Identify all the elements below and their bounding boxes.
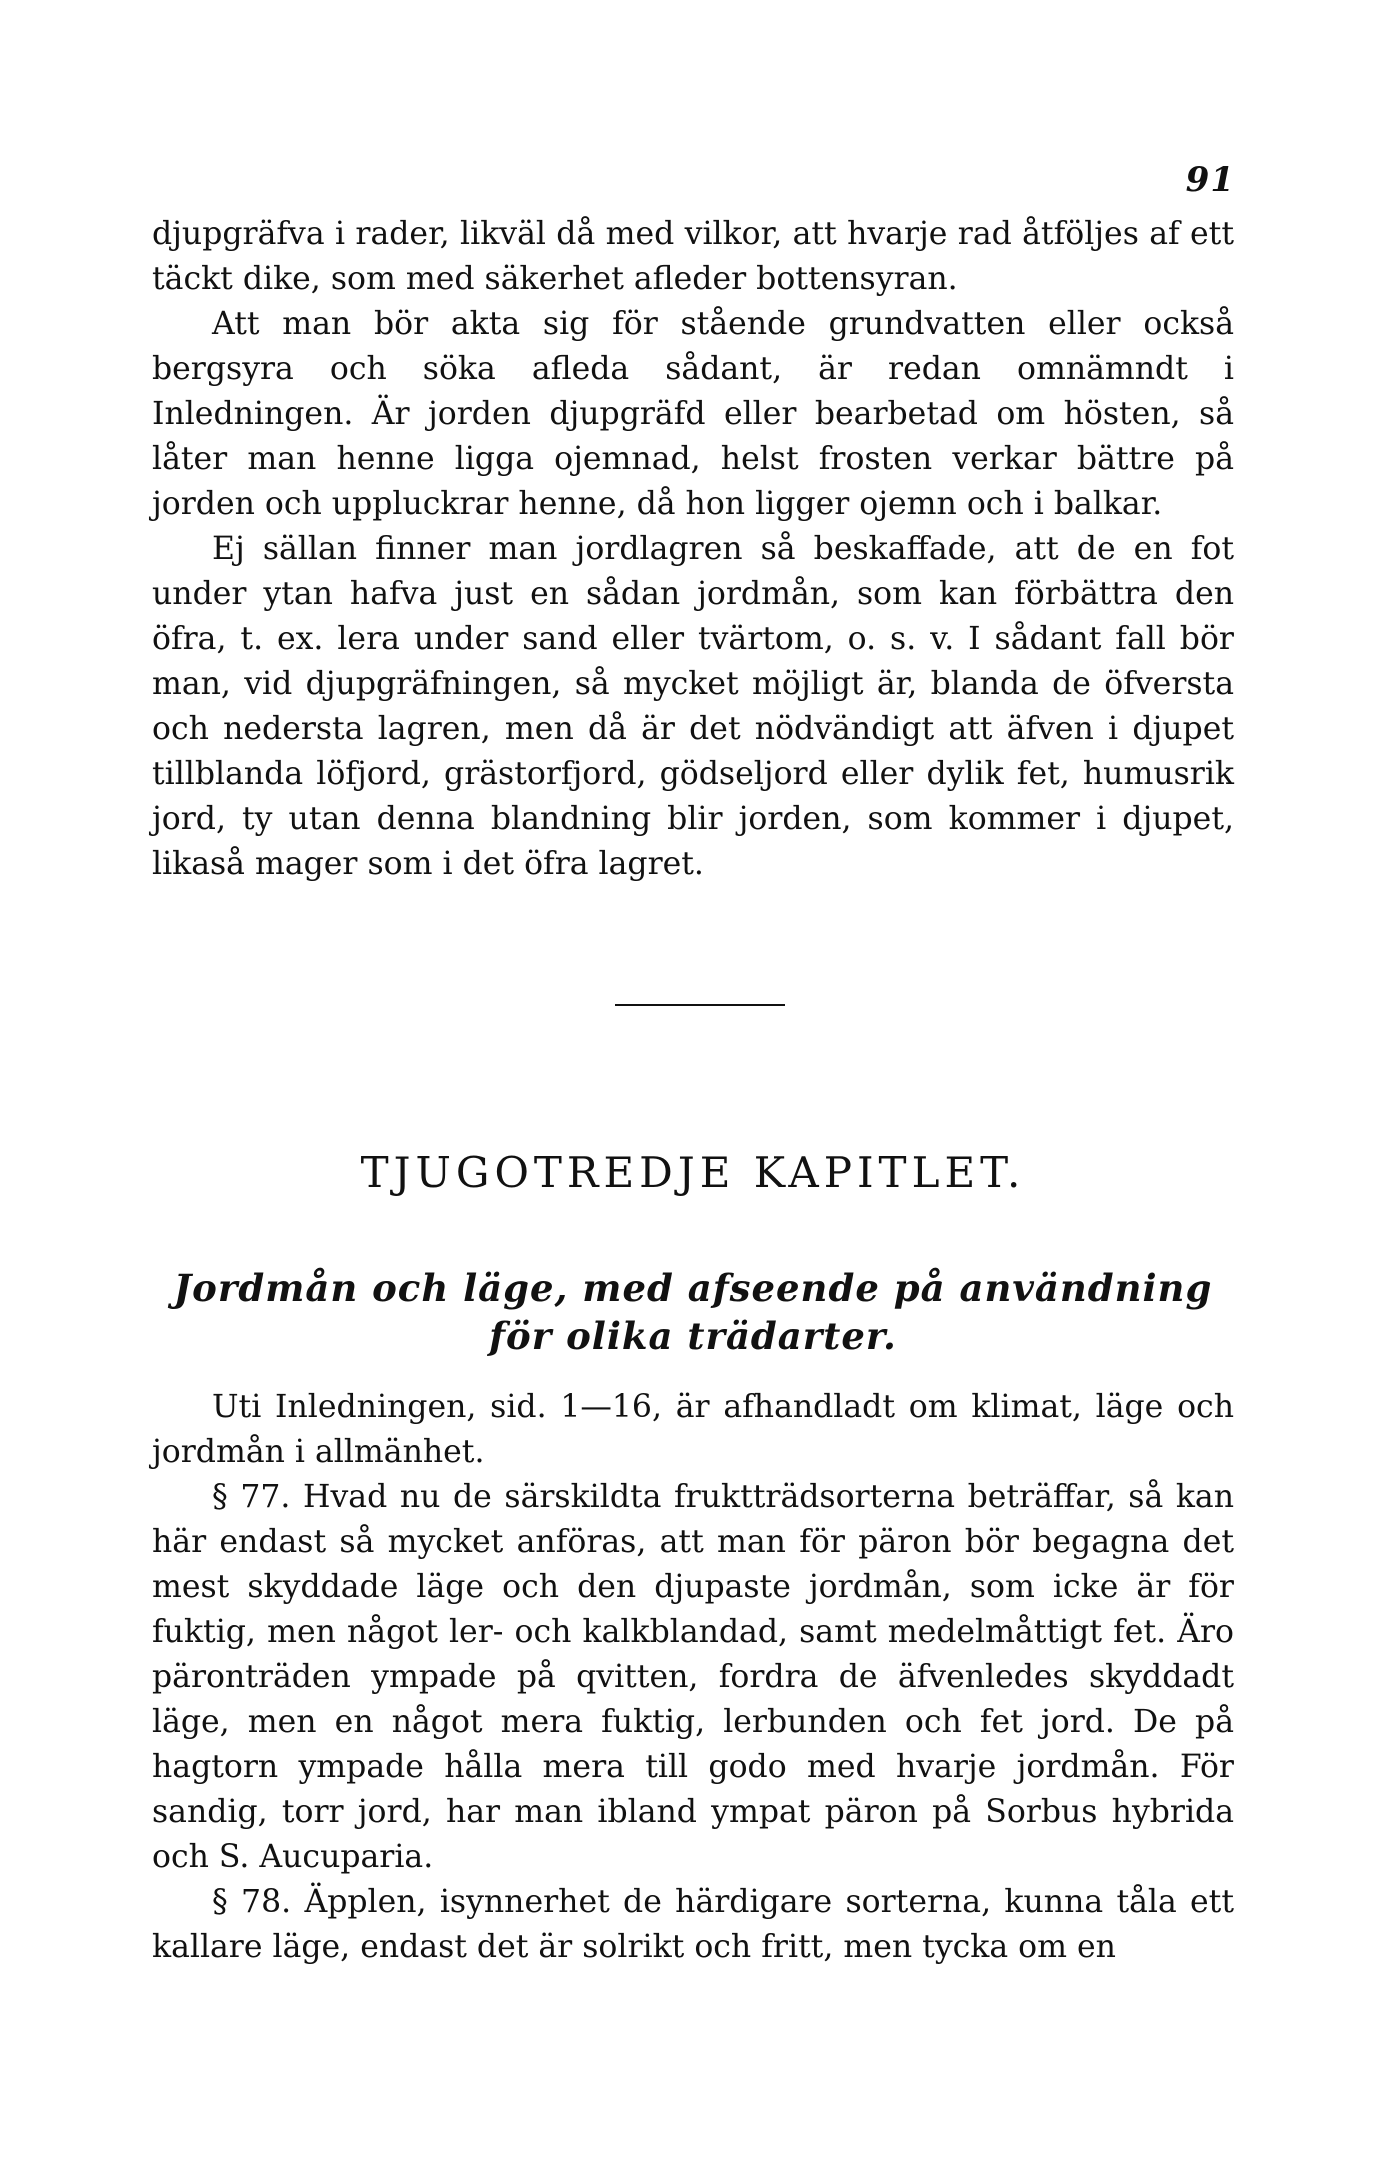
section-divider bbox=[615, 1004, 785, 1006]
chapter-title: TJUGOTREDJE KAPITLET. bbox=[360, 1148, 1026, 1197]
paragraph-section-77: § 77. Hvad nu de särskildta fruktträdsorterna beträffar, så kan här endast så mycket anföras, att man för päron bör begagna det mest skyddade läge och den djupaste jordmån, som icke är för fuktig, men något ler- och kalkblandad, samt medelmåttigt fet. Äro päronträden ympade på qvitten, fordra de äfvenledes skyddadt läge, men en något mera fuktig, lerbunden och fet jord. De på hagtorn ympade hålla mera till godo med hvarje jordmån. För sandig, torr jord, har man ibland ympat päron på Sorbus hybrida och S. Aucuparia. bbox=[152, 1479, 1234, 1875]
paragraph-groundwater: Att man bör akta sig för stående grundvatten eller också bergsyra och söka afleda sådant, är redan omnämndt i Inledningen. Är jorden djupgräfd eller bearbetad om hösten, så låter man henne ligga ojemnad, helst frosten verkar bättre på jorden och uppluckrar henne, då hon ligger ojemn och i balkar. bbox=[152, 306, 1234, 522]
bottom-text-block bbox=[152, 1385, 1234, 1970]
paragraph-soil-layers: Ej sällan finner man jordlagren så beskaffade, att de en fot under ytan hafva just en sådan jordmån, som kan förbättra den öfra, t. ex. lera under sand eller tvärtom, o. s. v. I sådant fall bör man, vid djupgräfningen, så mycket möjligt är, blanda de öfversta och nedersta lagren, men då är det nödvändigt att äfven i djupet tillblanda löfjord, grästorfjord, gödseljord eller dylik fet, humusrik jord, ty utan denna blandning blir jorden, som kommer i djupet, likaså mager som i det öfra lagret. bbox=[152, 531, 1234, 882]
top-text-block bbox=[152, 212, 1234, 887]
paragraph-section-78: § 78. Äpplen, isynnerhet de härdigare sorterna, kunna tåla ett kallare läge, endast det är solrikt och fritt, men tycka om en bbox=[152, 1884, 1234, 1965]
chapter-subtitle: Jordmån och läge, med afseende på användning för olika trädarter. bbox=[173, 1266, 1213, 1358]
paragraph-continuation: djupgräfva i rader, likväl då med vilkor, att hvarje rad åtföljes af ett täckt dike, som med säkerhet afleder bottensyran. bbox=[152, 216, 1234, 297]
paragraph-introduction-reference: Uti Inledningen, sid. 1—16, är afhandladt om klimat, läge och jordmån i allmänhet. bbox=[152, 1389, 1234, 1470]
page-number: 91 bbox=[1185, 160, 1235, 200]
